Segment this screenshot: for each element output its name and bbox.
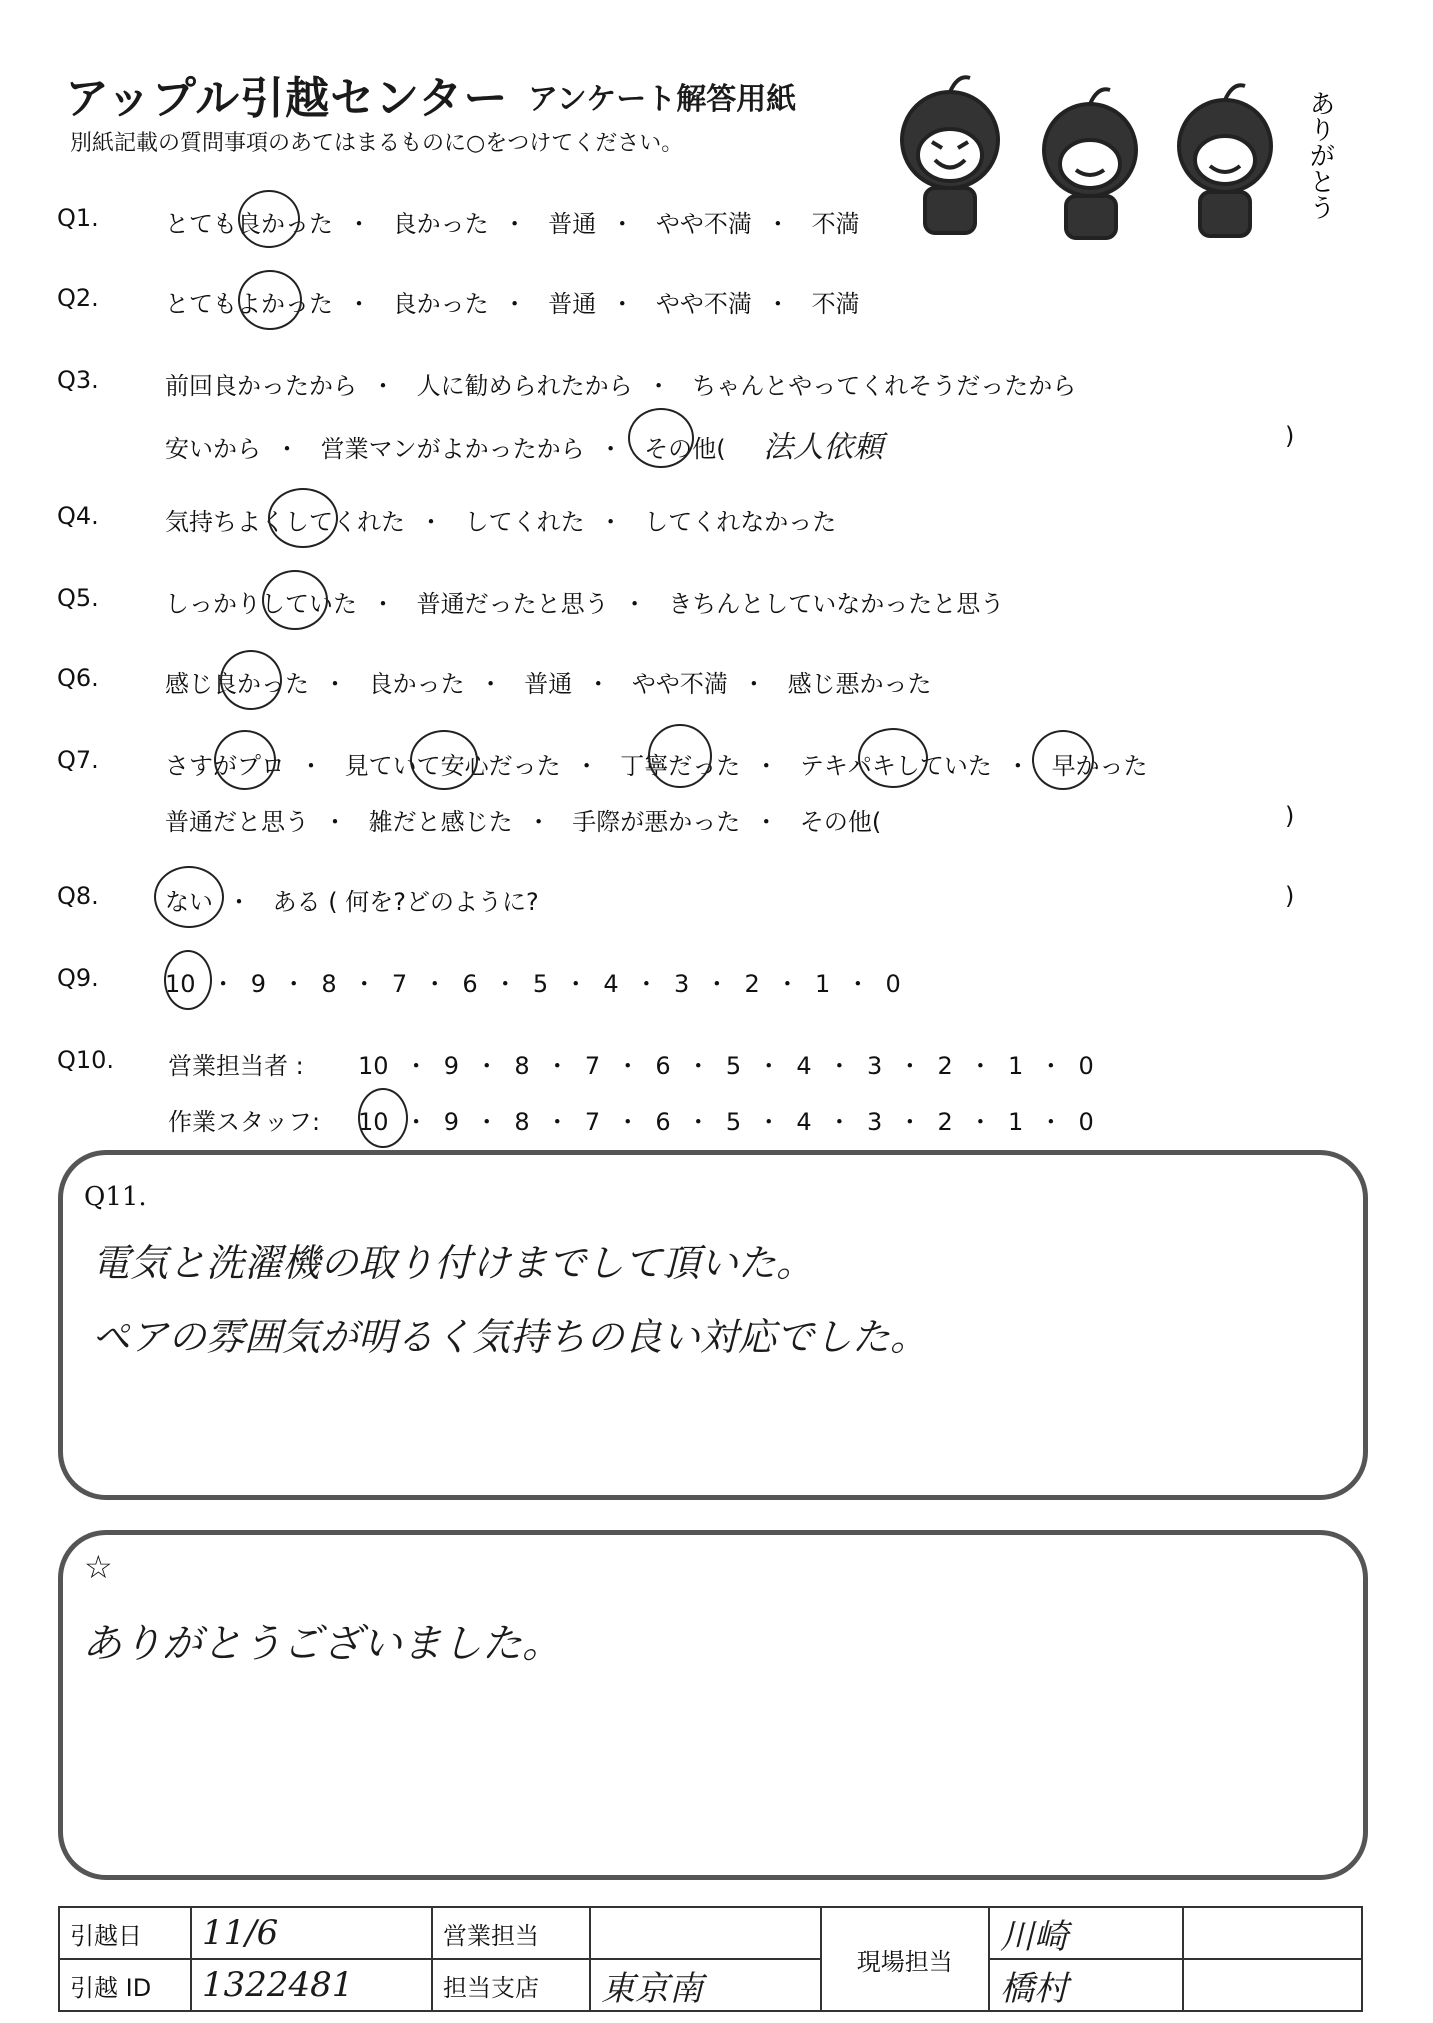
q2-option-5[interactable]: 不満 <box>811 290 860 318</box>
q5-number: Q5. <box>57 584 99 612</box>
q6-option-5[interactable]: 感じ悪かった <box>787 670 932 698</box>
q3-option-3[interactable]: ちゃんとやってくれそうだったから <box>692 372 1077 400</box>
q1-option-5[interactable]: 不満 <box>811 210 860 238</box>
q7-options-line1: さすがプロ ・ 見ていて安心だった ・ 丁寧だった ・ テキパキしていた ・ 早かった <box>165 752 1148 780</box>
q2-options: とてもよかった ・ 良かった ・ 普通 ・ やや不満 ・ 不満 <box>165 290 860 318</box>
q8-option-no[interactable]: ない <box>165 888 213 916</box>
q7-selection-circle-1 <box>214 730 276 790</box>
q7-option-5[interactable]: 早かった <box>1051 752 1148 780</box>
move-date-value[interactable]: 11/6 <box>191 1907 432 1959</box>
field-rep-label: 現場担当 <box>821 1907 989 2011</box>
q2-number: Q2. <box>57 284 99 312</box>
sales-rep-label: 営業担当 <box>432 1907 590 1959</box>
monkey-mascots-illustration <box>880 60 1360 250</box>
q6-option-1[interactable]: 感じ良かった <box>165 670 309 698</box>
q1-option-2[interactable]: 良かった <box>392 210 489 238</box>
q10-sales-label: 営業担当者 : <box>168 1052 304 1080</box>
q3-option-1[interactable]: 前回良かったから <box>165 372 357 400</box>
q7-option-4[interactable]: テキパキしていた <box>799 752 992 780</box>
q7-number: Q7. <box>57 746 99 774</box>
q6-option-4[interactable]: やや不満 <box>631 670 728 698</box>
q3-option-5[interactable]: 営業マンがよかったから <box>320 435 585 463</box>
form-subtitle: アンケート解答用紙 <box>528 82 797 117</box>
q7-option-other[interactable]: その他( <box>799 808 882 836</box>
company-title: アップル引越センター <box>65 73 509 124</box>
q6-option-3[interactable]: 普通 <box>524 670 573 698</box>
q7-options-line2: 普通だと思う ・ 雑だと感じた ・ 手際が悪かった ・ その他( <box>165 808 882 836</box>
q4-option-1[interactable]: 気持ちよくしてくれた <box>165 508 405 536</box>
q3-option-other[interactable]: その他( <box>644 435 726 463</box>
q10-staff-selection-circle <box>358 1088 408 1148</box>
branch-label: 担当支店 <box>432 1959 590 2011</box>
message-line1: ありがとうございました。 <box>82 1621 562 1667</box>
q4-options: 気持ちよくしてくれた ・ してくれた ・ してくれなかった <box>165 508 837 536</box>
q7-selection-circle-4 <box>858 728 928 788</box>
q9-scale[interactable]: 10 ・ 9 ・ 8 ・ 7 ・ 6 ・ 5 ・ 4 ・ 3 ・ 2 ・ 1 ・ 0 <box>165 970 901 998</box>
q6-selection-circle <box>220 650 282 710</box>
q7-option-1[interactable]: さすがプロ <box>165 752 285 780</box>
q7-selection-circle-5 <box>1032 730 1094 790</box>
q3-option-2[interactable]: 人に勧められたから <box>416 372 633 400</box>
q5-option-1[interactable]: しっかりしていた <box>165 590 357 618</box>
q8-number: Q8. <box>57 882 99 910</box>
star-icon: ☆ <box>84 1548 113 1586</box>
q11-comment-line2: ペアの雰囲気が明るく気持ちの良い対応でした。 <box>92 1315 929 1359</box>
q4-selection-circle <box>268 488 338 548</box>
q10-staff-scale[interactable]: 10 ・ 9 ・ 8 ・ 7 ・ 6 ・ 5 ・ 4 ・ 3 ・ 2 ・ 1 ・ 0 <box>358 1108 1094 1136</box>
thanks-vertical-text: ありがとう <box>1305 90 1335 220</box>
q6-options: 感じ良かった ・ 良かった ・ 普通 ・ やや不満 ・ 感じ悪かった <box>165 670 932 698</box>
q1-selection-circle <box>238 190 300 248</box>
q9-number: Q9. <box>57 964 99 992</box>
q7-option-2[interactable]: 見ていて安心だった <box>344 752 561 780</box>
q10-number: Q10. <box>57 1046 115 1074</box>
q7-option-7[interactable]: 雑だと感じた <box>368 808 513 836</box>
q4-option-2[interactable]: してくれた <box>464 508 585 536</box>
q11-label: Q11. <box>84 1182 147 1212</box>
q1-option-3[interactable]: 普通 <box>548 210 597 238</box>
q7-selection-circle-2 <box>410 730 478 790</box>
q3-options-line1: 前回良かったから ・ 人に勧められたから ・ ちゃんとやってくれそうだったから <box>165 372 1077 400</box>
field-rep-extra-2[interactable] <box>1183 1959 1362 2011</box>
q3-selection-circle <box>628 408 694 468</box>
move-date-label: 引越日 <box>59 1907 191 1959</box>
q3-option-4[interactable]: 安いから <box>165 435 261 463</box>
q2-selection-circle <box>238 270 302 330</box>
field-rep-value-1[interactable]: 川崎 <box>989 1907 1183 1959</box>
q5-option-3[interactable]: きちんとしていなかったと思う <box>668 590 1005 618</box>
q8-selection-circle <box>154 866 224 928</box>
q7-selection-circle-3 <box>648 724 712 788</box>
q1-number: Q1. <box>57 204 99 232</box>
monkey-1 <box>902 77 998 233</box>
move-id-value[interactable]: 1322481 <box>191 1959 432 2011</box>
field-rep-extra-1[interactable] <box>1183 1907 1362 1959</box>
q2-option-2[interactable]: 良かった <box>392 290 489 318</box>
q8-options: ない ・ ある ( 何を?どのように? <box>165 888 539 916</box>
monkey-2 <box>1044 89 1136 238</box>
q9-selection-circle <box>164 950 212 1010</box>
q11-comment-line1: 電気と洗濯機の取り付けまでして頂いた。 <box>92 1241 815 1285</box>
q3-options-line2: 安いから ・ 営業マンがよかったから ・ その他( 法人依頼 <box>165 430 884 465</box>
monkey-3 <box>1179 85 1271 236</box>
q4-number: Q4. <box>57 502 99 530</box>
q2-option-1[interactable]: とてもよかった <box>165 290 333 318</box>
q5-option-2[interactable]: 普通だったと思う <box>416 590 609 618</box>
instruction-text: 別紙記載の質問事項のあてはまるものに○をつけてください。 <box>70 131 684 156</box>
branch-value[interactable]: 東京南 <box>590 1959 821 2011</box>
q1-options: とても良かった ・ 良かった ・ 普通 ・ やや不満 ・ 不満 <box>165 210 860 238</box>
q6-option-2[interactable]: 良かった <box>368 670 465 698</box>
q1-option-1[interactable]: とても良かった <box>165 210 333 238</box>
q8-option-yes[interactable]: ある ( 何を?どのように? <box>272 888 539 916</box>
q5-options: しっかりしていた ・ 普通だったと思う ・ きちんとしていなかったと思う <box>165 590 1005 618</box>
q6-number: Q6. <box>57 664 99 692</box>
q7-option-6[interactable]: 普通だと思う <box>165 808 309 836</box>
move-id-label: 引越 ID <box>59 1959 191 2011</box>
q2-option-3[interactable]: 普通 <box>548 290 597 318</box>
q2-option-4[interactable]: やや不満 <box>655 290 752 318</box>
q8-close-paren: ) <box>1285 882 1295 910</box>
q7-option-8[interactable]: 手際が悪かった <box>572 808 741 836</box>
q7-close-paren: ) <box>1285 802 1295 830</box>
field-rep-value-2[interactable]: 橋村 <box>989 1959 1183 2011</box>
q7-option-3[interactable]: 丁寧だった <box>620 752 741 780</box>
q10-sales-scale[interactable]: 10 ・ 9 ・ 8 ・ 7 ・ 6 ・ 5 ・ 4 ・ 3 ・ 2 ・ 1 ・ 0 <box>358 1052 1094 1080</box>
q5-selection-circle <box>262 570 328 630</box>
message-box[interactable] <box>58 1530 1368 1880</box>
q3-close-paren: ) <box>1285 422 1295 450</box>
q3-number: Q3. <box>57 366 99 394</box>
q4-option-3[interactable]: してくれなかった <box>644 508 837 536</box>
q10-staff-label: 作業スタッフ: <box>168 1108 321 1136</box>
q3-other-answer: 法人依頼 <box>763 430 884 465</box>
sales-rep-value[interactable] <box>590 1907 821 1959</box>
q1-option-4[interactable]: やや不満 <box>655 210 752 238</box>
footer-info-table <box>58 1906 1363 2012</box>
